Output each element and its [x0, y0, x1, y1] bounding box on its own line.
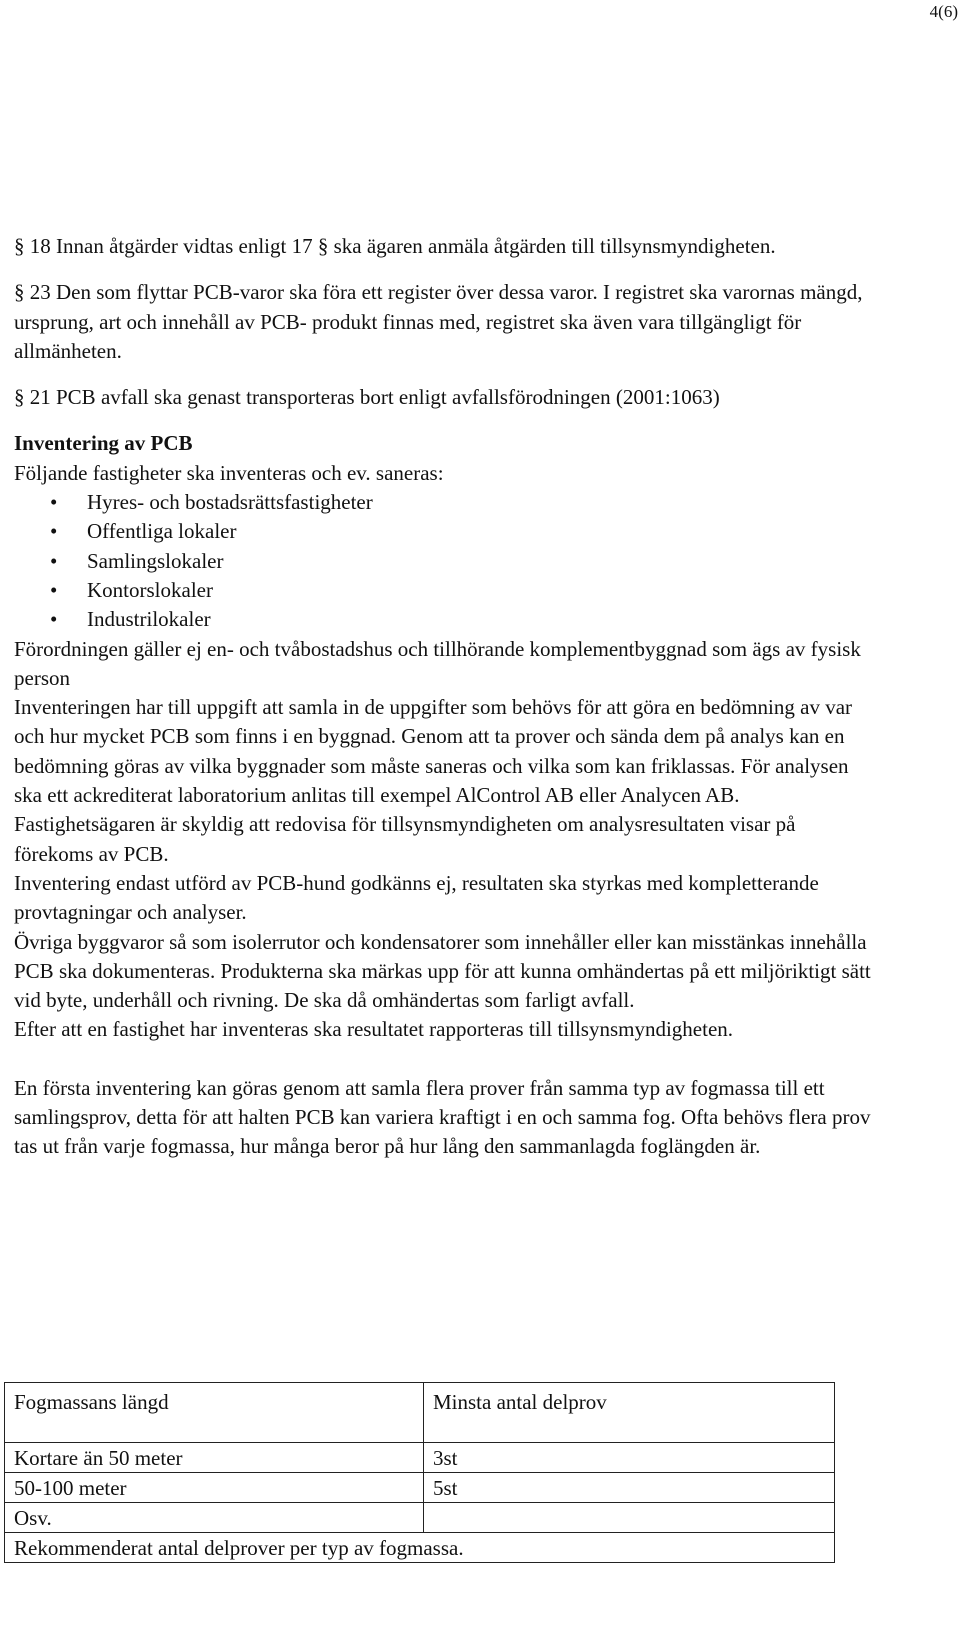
section-heading: Inventering av PCB — [14, 431, 193, 456]
table-cell: Osv. — [5, 1503, 424, 1533]
table-header-samples: Minsta antal delprov — [424, 1383, 835, 1443]
bullet-icon: • — [50, 577, 58, 602]
table-caption-row — [5, 1533, 835, 1563]
paragraph-exemption: Förordningen gäller ej en- och tvåbostadshus och tillhörande komplementbyggnad som ägs av fysisk person — [14, 636, 861, 690]
table-cell: 5st — [424, 1473, 835, 1503]
paragraph-sampling: En första inventering kan göras genom att samla flera prover från samma typ av fogmassa till ett samlingsprov, detta för att halten PCB kan variera kraftigt i en och samma fog. Ofta behövs flera prov tas ut från varje fogmassa, hur många beror på hur lång den sammanlagda foglängden är. — [14, 1075, 871, 1159]
table-row — [5, 1443, 835, 1473]
table-header-length: Fogmassans längd — [5, 1383, 424, 1443]
property-list — [14, 488, 874, 634]
bullet-icon: • — [50, 607, 58, 632]
list-item: • Offentliga lokaler — [14, 517, 874, 546]
paragraph-section-23: § 23 Den som flyttar PCB-varor ska föra ett register över dessa varor. I registret ska varornas mängd, ursprung, art och innehåll av PCB- produkt finnas med, registret ska även vara tillgängligt för allmänheten. — [14, 280, 863, 363]
paragraph-other-materials: Övriga byggvaror så som isolerrutor och kondensatorer som innehåller eller kan misstänkas innehålla PCB ska dokumenteras. Produkterna ska märkas upp för att kunna omhändertas på ett miljöriktigt sätt vid byte, underhåll och rivning. De ska då omhändertas som farligt avfall. — [14, 929, 871, 1013]
table-cell: 50-100 meter — [5, 1473, 424, 1503]
list-item: • Kontorslokaler — [14, 576, 874, 605]
list-item: • Hyres- och bostadsrättsfastigheter — [14, 488, 874, 517]
paragraph-section-21: § 21 PCB avfall ska genast transporteras bort enligt avfallsförodningen (2001:1063) — [14, 385, 720, 410]
table-cell: Kortare än 50 meter — [5, 1443, 424, 1473]
document-body — [14, 232, 874, 1162]
paragraph-owner-duty: Fastighetsägaren är skyldig att redovisa för tillsynsmyndigheten om analysresultaten visar på förekoms av PCB. — [14, 812, 796, 866]
paragraph-section-18: § 18 Innan åtgärder vidtas enligt 17 § ska ägaren anmäla åtgärden till tillsynsmyndigheten. — [14, 234, 776, 258]
table-caption: Rekommenderat antal delprover per typ av fogmassa. — [5, 1533, 835, 1563]
list-item: • Industrilokaler — [14, 605, 874, 634]
page-number: 4(6) — [929, 2, 958, 21]
list-item: • Samlingslokaler — [14, 547, 874, 576]
section-intro: Följande fastigheter ska inventeras och ev. saneras: — [14, 460, 444, 485]
table-row — [5, 1473, 835, 1503]
table-cell: 3st — [424, 1443, 835, 1473]
paragraph-inventory-purpose: Inventeringen har till uppgift att samla in de uppgifter som behövs för att göra en bedömning av var och hur mycket PCB som finns i en byggnad. Genom att ta prover och sända dem på analys kan en bedömning göras av vilka byggnader som måste saneras och vilka som kan friklassas. För analysen ska ett ackrediterat laboratorium anlitas till exempel AlControl AB eller Analycen AB. — [14, 695, 853, 808]
table-cell — [424, 1503, 835, 1533]
table-header-row — [5, 1383, 835, 1443]
table-row — [5, 1503, 835, 1533]
paragraph-pcb-dog: Inventering endast utförd av PCB-hund godkänns ej, resultaten ska styrkas med kompletterande provtagningar och analyser. — [14, 870, 819, 925]
bullet-icon: • — [50, 519, 58, 544]
paragraph-reporting: Efter att en fastighet har inventeras ska resultatet rapporteras till tillsynsmyndigheten. — [14, 1017, 734, 1042]
sample-count-table — [4, 1382, 835, 1563]
bullet-icon: • — [50, 490, 58, 515]
bullet-icon: • — [50, 548, 58, 573]
